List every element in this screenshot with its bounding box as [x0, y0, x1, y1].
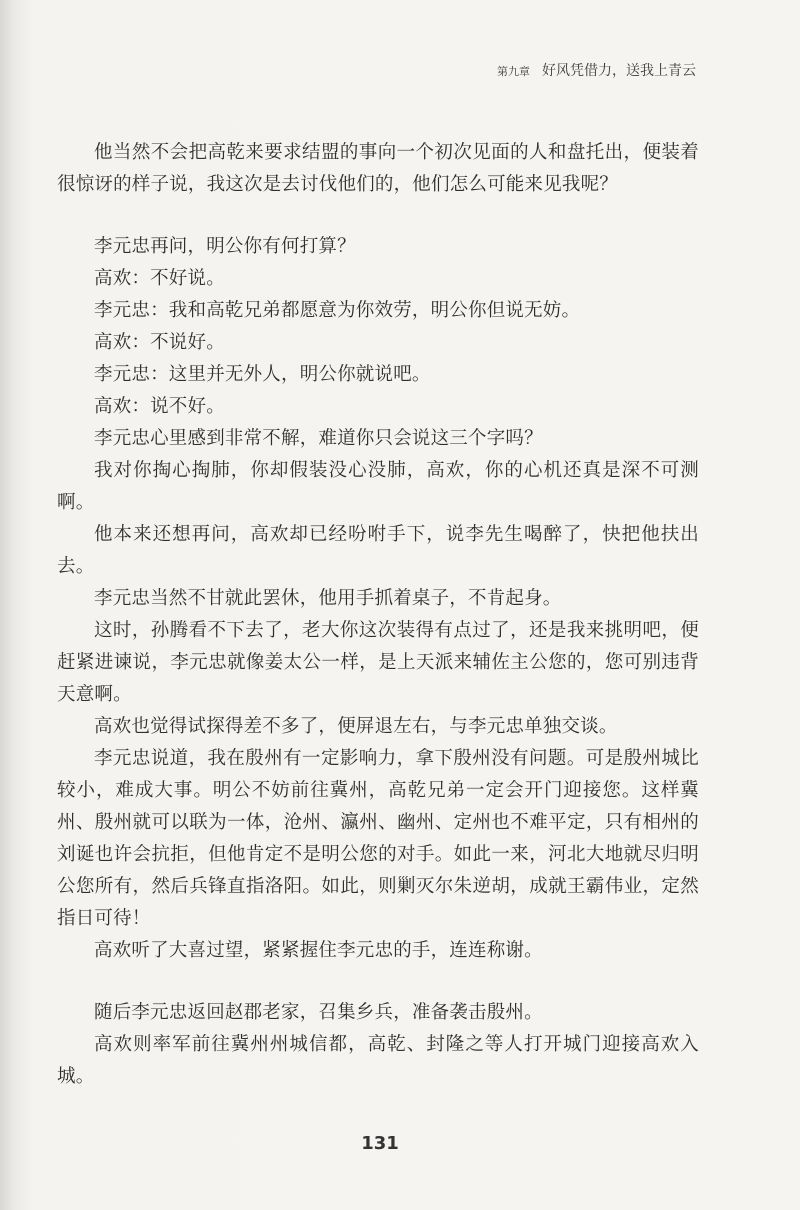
paragraph: 高欢：不说好。 — [94, 332, 225, 353]
paragraph: 他当然不会把高乾来要求结盟的事向一个初次见面的人和盘托出，便装着很惊讶的样子说，我这次是去讨伐他们的，他们怎么可能来见我呢？ — [57, 142, 699, 195]
paragraph: 李元忠当然不甘就此罢休，他用手抓着桌子，不肯起身。 — [94, 588, 562, 609]
paragraph: 高欢：说不好。 — [94, 396, 225, 417]
paragraph: 他本来还想再问，高欢却已经吩咐手下，说李先生喝醉了，快把他扶出去。 — [57, 524, 699, 577]
section-gap — [57, 967, 699, 997]
paragraph: 高欢听了大喜过望，紧紧握住李元忠的手，连连称谢。 — [94, 940, 543, 961]
paragraph: 高欢则率军前往冀州州城信都，高乾、封隆之等人打开城门迎接高欢入城。 — [57, 1034, 699, 1087]
paragraph: 高欢也觉得试探得差不多了，便屏退左右，与李元忠单独交谈。 — [94, 716, 618, 737]
chapter-title: 好风凭借力，送我上青云 — [542, 63, 696, 79]
paragraph: 李元忠：这里并无外人，明公你就说吧。 — [94, 364, 431, 385]
page-number: 131 — [361, 1133, 399, 1154]
running-header — [497, 60, 696, 80]
paragraph: 李元忠再问，明公你有何打算？ — [94, 236, 356, 257]
chapter-number: 第九章 — [497, 65, 530, 78]
paragraph: 李元忠说道，我在殷州有一定影响力，拿下殷州没有问题。可是殷州城比较小，难成大事。明公不妨前往冀州，高乾兄弟一定会开门迎接您。这样冀州、殷州就可以联为一体，沧州、瀛州、幽州、定州也不难平定，只有相州的刘诞也许会抗拒，但他肯定不是明公您的对手。如此一来，河北大地就尽归明公您所有，然后兵锋直指洛阳。如此，则剿灭尔朱逆胡，成就王霸伟业，定然指日可待！ — [57, 748, 699, 929]
section-gap — [57, 201, 699, 231]
paragraph: 李元忠心里感到非常不解，难道你只会说这三个字吗？ — [94, 428, 543, 449]
paragraph: 这时，孙腾看不下去了，老大你这次装得有点过了，还是我来挑明吧，便赶紧进谏说，李元忠就像姜太公一样，是上天派来辅佐主公您的，您可别违背天意啊。 — [57, 620, 699, 705]
paragraph: 李元忠：我和高乾兄弟都愿意为你效劳，明公你但说无妨。 — [94, 300, 581, 321]
paragraph: 我对你掏心掏肺，你却假装没心没肺，高欢，你的心机还真是深不可测啊。 — [57, 460, 699, 513]
paragraph: 高欢：不好说。 — [94, 268, 225, 289]
paragraph: 随后李元忠返回赵郡老家，召集乡兵，准备袭击殷州。 — [94, 1002, 543, 1023]
body-text — [57, 137, 699, 1093]
